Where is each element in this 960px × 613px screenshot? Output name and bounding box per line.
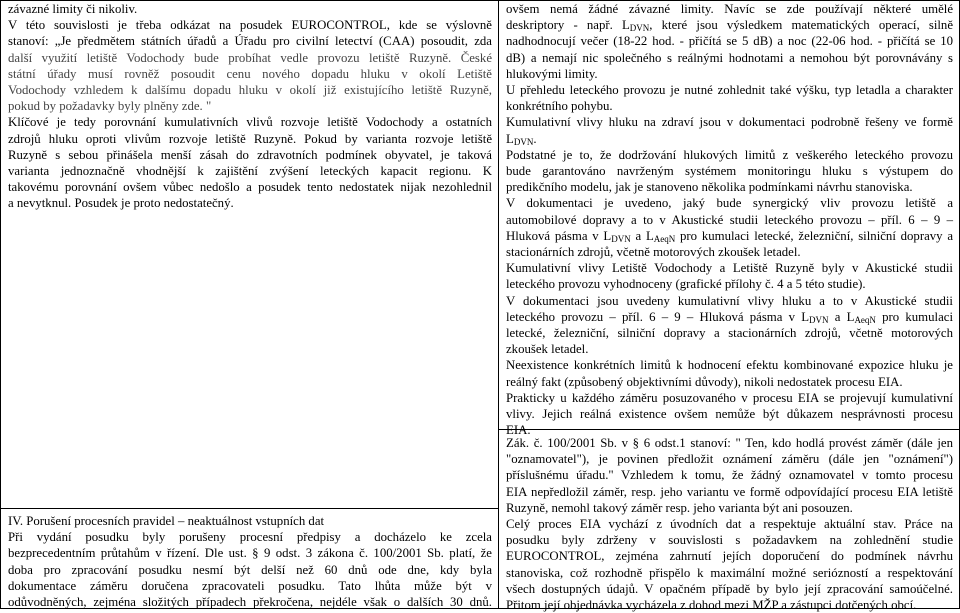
text-line: EIA. <box>506 423 531 438</box>
procedural-paragraph <box>8 529 492 610</box>
text-line: stanoviska, což rozhodně přispělo k maximální možné seriózností a respektování <box>506 565 953 580</box>
text-line: hlukovými limity. <box>506 66 598 81</box>
text-line: Přitom její objednávka vycházela z dohod mezi MŽP a zástupci dotčených obcí. <box>506 598 917 613</box>
traffic-paragraph <box>506 82 953 114</box>
comparison-paragraph <box>8 114 492 211</box>
text-line: zdrojů hluku oproti vlivům rozvoje letiště Ruzyně. Pokud by varianta rozvoje letiště <box>8 131 492 146</box>
text-line: $L_{DVN}$. <box>506 131 537 147</box>
text-line: Prakticky u každého záměru posuzovaného v procesu EIA se projevují kumulativní <box>506 390 953 405</box>
left-bottom-cell <box>1 513 498 608</box>
text-line: Hluková pásma v $L_{DVN}$ a $L_{AeqN}$ pro kumulaci letecké, železniční, silniční dopravy a <box>506 228 954 244</box>
text-line: další využití letiště Vodochody bude probíhat vedle provozu letiště Ruzyně. České <box>8 50 492 65</box>
text-line: leteckého provozu vyhodnoceny (grafické přílohy č. 4 a 5 této studie). <box>506 277 866 292</box>
text-line: letecké, železniční, silniční dopravy a stacionárních zdrojů, včetně motorových <box>506 326 953 341</box>
section-heading: IV. Porušení procesních pravidel – neaktuálnost vstupních dat <box>8 514 325 528</box>
text-line: stacionárních zdrojů, včetně motorových zkoušek letadel. <box>506 245 801 260</box>
text-line: leteckého provozu – příl. 6 – 9 – Hluková pásma v $L_{DVN}$ a $L_{AeqN}$ pro kumulaci <box>506 309 954 325</box>
eurocontrol-paragraph <box>8 17 492 114</box>
text-line: predikčního modelu, jak je stanoveno několika podmínkami návrhu stanoviska. <box>506 180 913 195</box>
text-line: deskriptory - např. $L_{DVN}$, které jsou výsledkem matematických operací, silně <box>506 18 954 34</box>
text-line: reálný fakt (způsobený objektivními důvody), nikoli nedostatek procesu EIA. <box>506 374 903 389</box>
right-bottom-cell <box>499 435 959 613</box>
text-line: zkoušek letadel. <box>506 342 589 357</box>
text-line: EIA nepředložil záměr, resp. jeho variantu ve formě odpovídající procesu EIA letiště <box>506 484 953 499</box>
text-line: Celý proces EIA vychází z úvodních dat a respektuje aktuální stav. Práce na <box>506 517 953 532</box>
text-line: V dokumentaci jsou uvedeny kumulativní vlivy hluku a to v Akustické studii <box>506 293 953 308</box>
text-line: Neexistence konkrétních limitů k hodnocení efektu kombinované expozice hluku je <box>506 358 953 373</box>
text-line: EUROCONTROL, zejména zahrnutí jejích doporučení do podmínek návrhu <box>506 549 953 564</box>
text-line: takovému porovnání ovšem vůbec nedošlo a posudek tento nedostatek nijak nezohlednil <box>8 180 492 195</box>
text-line: odůvodněných, zejména složitých případech překročena, nejdéle však o dalších 30 dnů. <box>8 595 492 610</box>
text-line: Ruzyně s sebou přinášela menší zásah do zdravotních podmínek obyvatel, je taková <box>8 147 492 162</box>
descriptor-paragraph <box>506 1 953 82</box>
text-line: konkrétního pohybu. <box>506 99 613 114</box>
text-line: "oznamovatel"), je povinen předložit oznámení záměru (dále jen "oznámení") <box>506 452 953 467</box>
limits-paragraph <box>506 147 953 196</box>
text-line: státní úřady musí rovněž posoudit cenu nového dopadu hluku v okolí Letiště <box>8 66 492 81</box>
text-line: V dokumentaci je uvedeno, jaký bude synergický vliv provozu letiště a <box>506 196 953 211</box>
text-line: Klíčové je tedy porovnání kumulativních vlivů rozvoje letiště Vodochody a ostatních <box>8 115 492 130</box>
text-line: nadhodnocují večer (18-22 hod. - přičítá se 5 dB) a noc (22-06 hod. - přičítá se 10 <box>506 34 953 49</box>
text-line: ovšem nemá žádné závazné limity. Navíc se zde používají některé umělé <box>506 2 953 16</box>
text-line: bezprecedentním průtahům v řízení. Dle ust. § 9 odst. 3 zákona č. 100/2001 Sb. platí, že <box>8 546 492 561</box>
text-line: Při vydání posudku byly porušeny procesní předpisy a docházelo ke zcela <box>8 530 492 545</box>
synergy-paragraph <box>506 195 953 260</box>
text-line: U přehledu leteckého provozu je nutné zohlednit také výšku, typ letadla a charakter <box>506 83 953 98</box>
text-line: všech dostupných údajů. V opačném případě by bylo její zpracování samoúčelné. <box>506 581 953 596</box>
text-line: Kumulativní vlivy hluku na zdraví jsou v dokumentaci podrobně řešeny ve formě <box>506 115 953 130</box>
text-line: Zák. č. 100/2001 Sb. v § 6 odst.1 stanoví: " Ten, kdo hodlá provést záměr (dále jen <box>506 436 953 450</box>
text-line: a nevytknul. Posudek je proto nedostatečný. <box>8 196 234 211</box>
text-line: příslušnému úřadu." Vzhledem k tomu, že žádný oznamovatel v tomto procesu <box>506 468 953 483</box>
text-line: Kumulativní vlivy Letiště Vodochody a Letiště Ruzyně byly v Akustické studii <box>506 261 953 276</box>
text-line: vlivy. Jejich reálná existence ovšem nemůže být důkazem nesprávnosti procesu <box>506 407 953 422</box>
text-line: bude garantováno navrženým systémem monitoringu hluku s výstupem do <box>506 164 953 179</box>
text-line: dB) a nemají nic společného s reálnými hodnotami a nemohou být porovnávány s <box>506 50 953 65</box>
text-line: V této souvislosti je třeba odkázat na posudek EUROCONTROL, kde se výslovně <box>8 18 492 33</box>
text-line: doba pro zpracování posudku nesmí být delší než 60 dnů ode dne, kdy byla <box>8 562 492 577</box>
text-line: Vodochody vzhledem k dalšímu dopadu hluku v okolí již existujícího letiště Ruzyně, <box>8 83 492 98</box>
left-top-cell <box>1 1 498 507</box>
nonexistence-paragraph <box>506 357 953 389</box>
text-line: automobilové dopravy a to v Akustické studii leteckého provozu – příl. 6 – 9 – <box>506 212 953 227</box>
process-paragraph <box>506 516 953 613</box>
cumulative-paragraph <box>506 260 953 292</box>
law-paragraph <box>506 435 953 516</box>
text-line: varianta jednoznačně vhodnější k zajištění zvýšení leteckých kapacit regionu. K <box>8 164 492 179</box>
practice-paragraph <box>506 390 953 439</box>
left-row-divider <box>0 508 499 509</box>
text-line: stanoví: „Je předmětem státních úřadů a Úřadu pro civilní letectví (CAA) posoudit, zda <box>8 34 492 49</box>
health-paragraph <box>506 114 953 146</box>
documentation-paragraph <box>506 293 953 358</box>
text-line: pokud by požadavky byly plněny zde. " <box>8 99 212 114</box>
text-line: Podstatné je to, že dodržování hlukových limitů z veškerého leteckého provozu <box>506 147 953 162</box>
right-top-cell <box>499 1 959 438</box>
text-line: dokumentace záměru doručena zpracovateli posudku. Tato lhůta může být v <box>8 578 492 593</box>
text-line: Ruzyně, nemohl takový záměr resp. jeho varianta být ani posouzen. <box>506 500 853 515</box>
text-line: posudku byly zdrženy v souvislosti s požadavkem na zohlednění studie <box>506 533 953 548</box>
lead-line: závazné limity či nikoliv. <box>8 2 138 16</box>
